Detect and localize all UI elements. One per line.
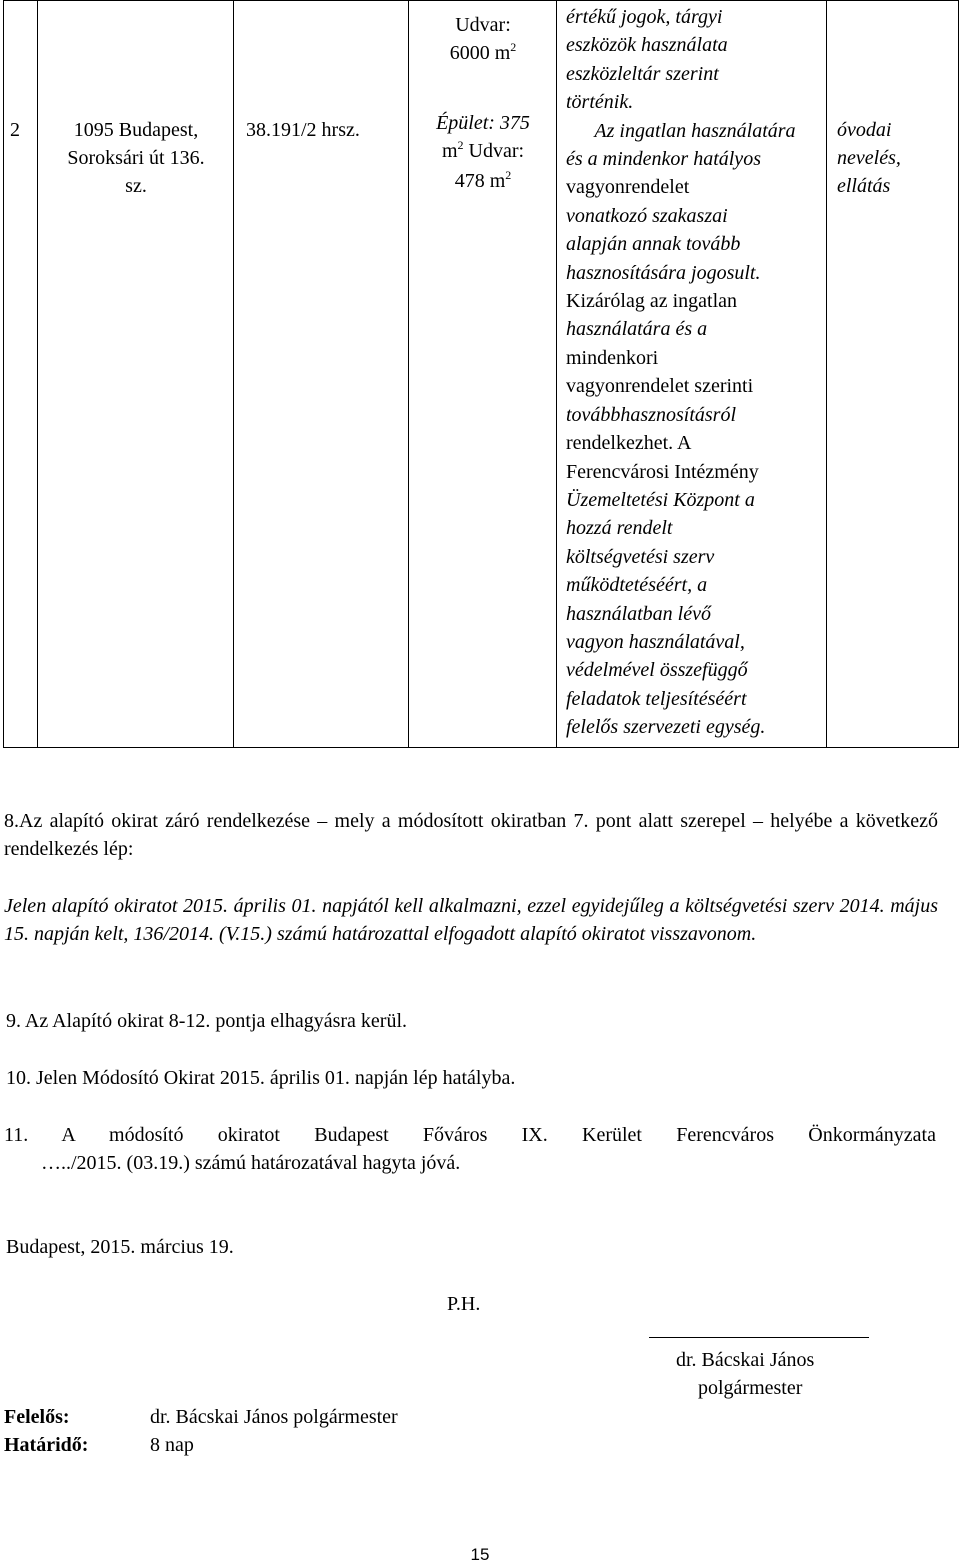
item-10: 10. Jelen Módosító Okirat 2015. április 01. napján lép hatályba. [6,1067,516,1089]
page-number: 15 [470,1545,490,1564]
table-area: Udvar: 6000 $m^2$ Épület: 375 $m^2$ Udvar: 478 $m^2$ [436,14,530,192]
deadline-value: 8 nap [150,1434,194,1456]
signature-title: polgármester [698,1377,803,1399]
table-row-number: 2 [10,119,20,141]
signature-name: dr. Bácskai János [676,1349,815,1371]
table-purpose: óvodai nevelés, ellátás [837,119,901,197]
place-date: Budapest, 2015. március 19. [6,1236,234,1258]
signature-line [649,1337,869,1338]
section-8-text: 8.Az alapító okirat záró rendelkezése – mely a módosított okiratban 7. pont alatt szerepel – helyébe a következő rendelkezés lép: [4,810,938,860]
property-table [3,0,959,748]
item-9: 9. Az Alapító okirat 8-12. pontja elhagyásra kerül. [6,1010,408,1032]
deadline-label: Határidő: [4,1434,89,1456]
table-hrsz: 38.191/2 hrsz. [246,119,360,141]
table-usage-text: értékű jogok, tárgyi eszközök használata eszközleltár szerint történik. Az ingatlan használatára és a mindenkor hatályos vagyonrendelet vonatkozó szakaszai alapján annak tovább hasznosítására jogosult. Kizárólag az ingatlan használatára és a mindenkori vagyonrendelet szerinti továbbhasznosításról rendelkezhet. A Ferencvárosi Intézmény Üzemeltetési Központ a hozzá rendelt költségvetési szerv működtetéséért, a használatban lévő vagyon használatával, védelmével összefüggő feladatok teljesítéséért felelős szervezeti egység. [566,6,796,739]
table-address: 1095 Budapest, Soroksári út 136. sz. [67,119,205,197]
item-11-line1: 11. A módosító okiratot Budapest Főváros IX. Kerület Ferencváros Önkormányzata [4,1124,936,1146]
validity-paragraph: Jelen alapító okiratot 2015. április 01. napjától kell alkalmazni, ezzel egyidejűleg a költségvetési szerv 2014. május 15. napján kelt, 136/2014. (V.15.) számú határozattal elfogadott alapító okiratot visszavonom. [4,895,938,945]
item-11-line2: …../2015. (03.19.) számú határozatával hagyta jóvá. [41,1152,461,1174]
responsible-value: dr. Bácskai János polgármester [150,1406,398,1428]
ph-stamp-label: P.H. [447,1293,481,1315]
responsible-label: Felelős: [4,1406,70,1428]
